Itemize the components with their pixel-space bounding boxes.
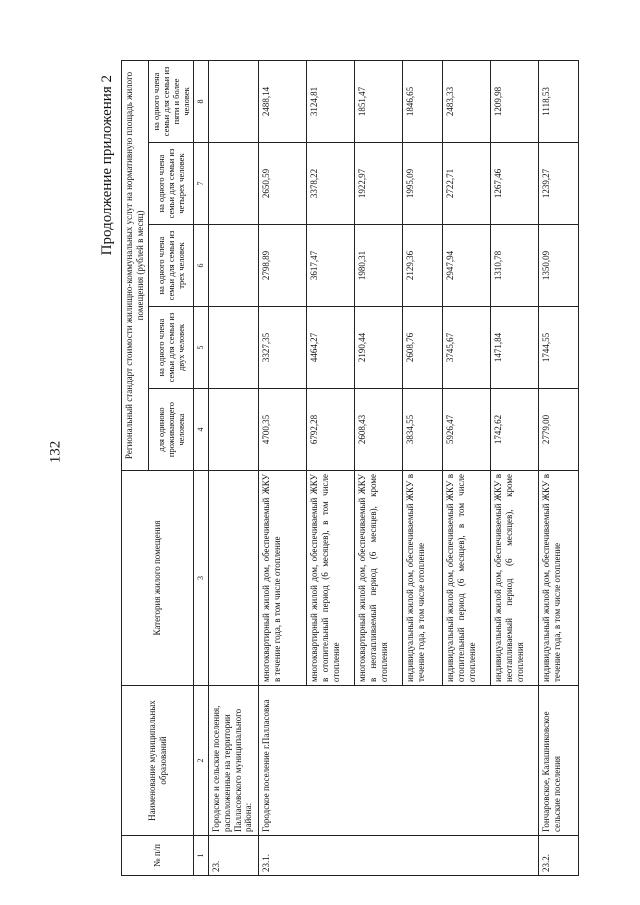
- municipality-name: Городское и сельские поселения, расположенные на территории Палласовского муниципального района:: [208, 686, 258, 836]
- value-cell: 3327,35: [258, 307, 306, 389]
- value-cell: 2947,94: [442, 225, 490, 307]
- appendix-title: Продолжение приложения 2: [99, 75, 115, 256]
- value-cell: 1267,46: [490, 143, 538, 225]
- value-cell: 2483,33: [442, 60, 490, 142]
- page-number: 132: [47, 440, 64, 464]
- value-cell: 2722,71: [442, 143, 490, 225]
- table-row: [538, 60, 578, 875]
- value-cell: 1471,84: [490, 307, 538, 389]
- value-cell: 3745,67: [442, 307, 490, 389]
- row-number: 23.1.: [258, 836, 538, 876]
- value-cell: 2798,89: [258, 225, 306, 307]
- value-cell: 1239,27: [538, 143, 578, 225]
- header-subcol: на одного члена семьи для семьи из двух человек: [148, 307, 194, 389]
- column-number: 7: [194, 143, 209, 225]
- row-number: 23.: [208, 836, 258, 876]
- value-cell: 3378,22: [306, 143, 354, 225]
- value-cell: 5926,47: [442, 389, 490, 471]
- value-cell: 2488,14: [258, 60, 306, 142]
- header-subcol: на одного члена семьи для семьи из пяти и более человек: [148, 60, 194, 142]
- value-cell: [208, 225, 258, 307]
- value-cell: 2650,59: [258, 143, 306, 225]
- value-cell: [208, 307, 258, 389]
- value-cell: 3834,55: [402, 389, 442, 471]
- value-cell: 1744,55: [538, 307, 578, 389]
- value-cell: 1922,97: [354, 143, 402, 225]
- header-col-category: Категория жилого помещения: [122, 471, 194, 686]
- value-cell: 2779,00: [538, 389, 578, 471]
- value-cell: 1310,78: [490, 225, 538, 307]
- value-cell: 1350,09: [538, 225, 578, 307]
- value-cell: 1118,53: [538, 60, 578, 142]
- housing-category: [208, 471, 258, 686]
- housing-category: индивидуальный жилой дом, обеспечиваемый ЖКУ в течение года, в том числе отопление: [538, 471, 578, 686]
- rotated-page-content: [99, 61, 619, 876]
- value-cell: 1995,09: [402, 143, 442, 225]
- value-cell: [208, 143, 258, 225]
- housing-category: многоквартирный жилой дом, обеспечиваемый ЖКУ в отопительный период (6 месяцев), в том числе отопление: [306, 471, 354, 686]
- column-number: 8: [194, 60, 209, 142]
- value-cell: 1209,98: [490, 60, 538, 142]
- value-cell: 1742,62: [490, 389, 538, 471]
- housing-category: индивидуальный жилой дом, обеспечиваемый ЖКУ в неотапливаемый период (6 месяцев), кроме отопления: [490, 471, 538, 686]
- value-cell: 2190,44: [354, 307, 402, 389]
- header-group-title: Региональный стандарт стоимости жилищно-коммунальных услуг на нормативную площадь жилого помещения (рублей в месяц): [122, 60, 149, 470]
- value-cell: 4464,27: [306, 307, 354, 389]
- column-number: 2: [194, 686, 209, 836]
- column-number: 1: [194, 836, 209, 876]
- value-cell: 2608,43: [354, 389, 402, 471]
- header-subcol: для одиноко проживающего человека: [148, 389, 194, 471]
- housing-category: многоквартирный жилой дом, обеспечиваемый ЖКУ в течение года, в том числе отопление: [258, 471, 306, 686]
- housing-category: многоквартирный жилой дом, обеспечиваемый ЖКУ в неотапливаемый период (6 месяцев), кроме отопления: [354, 471, 402, 686]
- value-cell: 1846,65: [402, 60, 442, 142]
- row-number: 23.2.: [538, 836, 578, 876]
- housing-category: индивидуальный жилой дом, обеспечиваемый ЖКУ в отопительный период (6 месяцев), в том числе отопление: [442, 471, 490, 686]
- value-cell: 2608,76: [402, 307, 442, 389]
- header-subcol: на одного члена семьи для семьи из трех человек: [148, 225, 194, 307]
- table-row: [208, 60, 258, 875]
- value-cell: [208, 60, 258, 142]
- column-number: 6: [194, 225, 209, 307]
- column-number: 3: [194, 471, 209, 686]
- header-col-name: Наименование муниципальных образований: [122, 686, 194, 836]
- header-row-1: [122, 60, 149, 875]
- header-subcol: на одного члена семьи для семьи из четырех человек: [148, 143, 194, 225]
- value-cell: 1851,47: [354, 60, 402, 142]
- housing-cost-table: [121, 60, 579, 876]
- value-cell: 4700,35: [258, 389, 306, 471]
- value-cell: 6792,28: [306, 389, 354, 471]
- column-number: 5: [194, 307, 209, 389]
- column-number: 4: [194, 389, 209, 471]
- header-col-no: № п/п: [122, 836, 194, 876]
- municipality-name: Гончаровское, Калашниковское сельские поселения: [538, 686, 578, 836]
- column-numbers-row: [194, 60, 209, 875]
- value-cell: 1980,31: [354, 225, 402, 307]
- housing-category: индивидуальный жилой дом, обеспечиваемый ЖКУ в течение года, в том числе отопление: [402, 471, 442, 686]
- table-row: [258, 60, 306, 875]
- value-cell: 3617,47: [306, 225, 354, 307]
- municipality-name: Городское поселение г.Палласовка: [258, 686, 538, 836]
- value-cell: [208, 389, 258, 471]
- value-cell: 3124,81: [306, 60, 354, 142]
- value-cell: 2129,36: [402, 225, 442, 307]
